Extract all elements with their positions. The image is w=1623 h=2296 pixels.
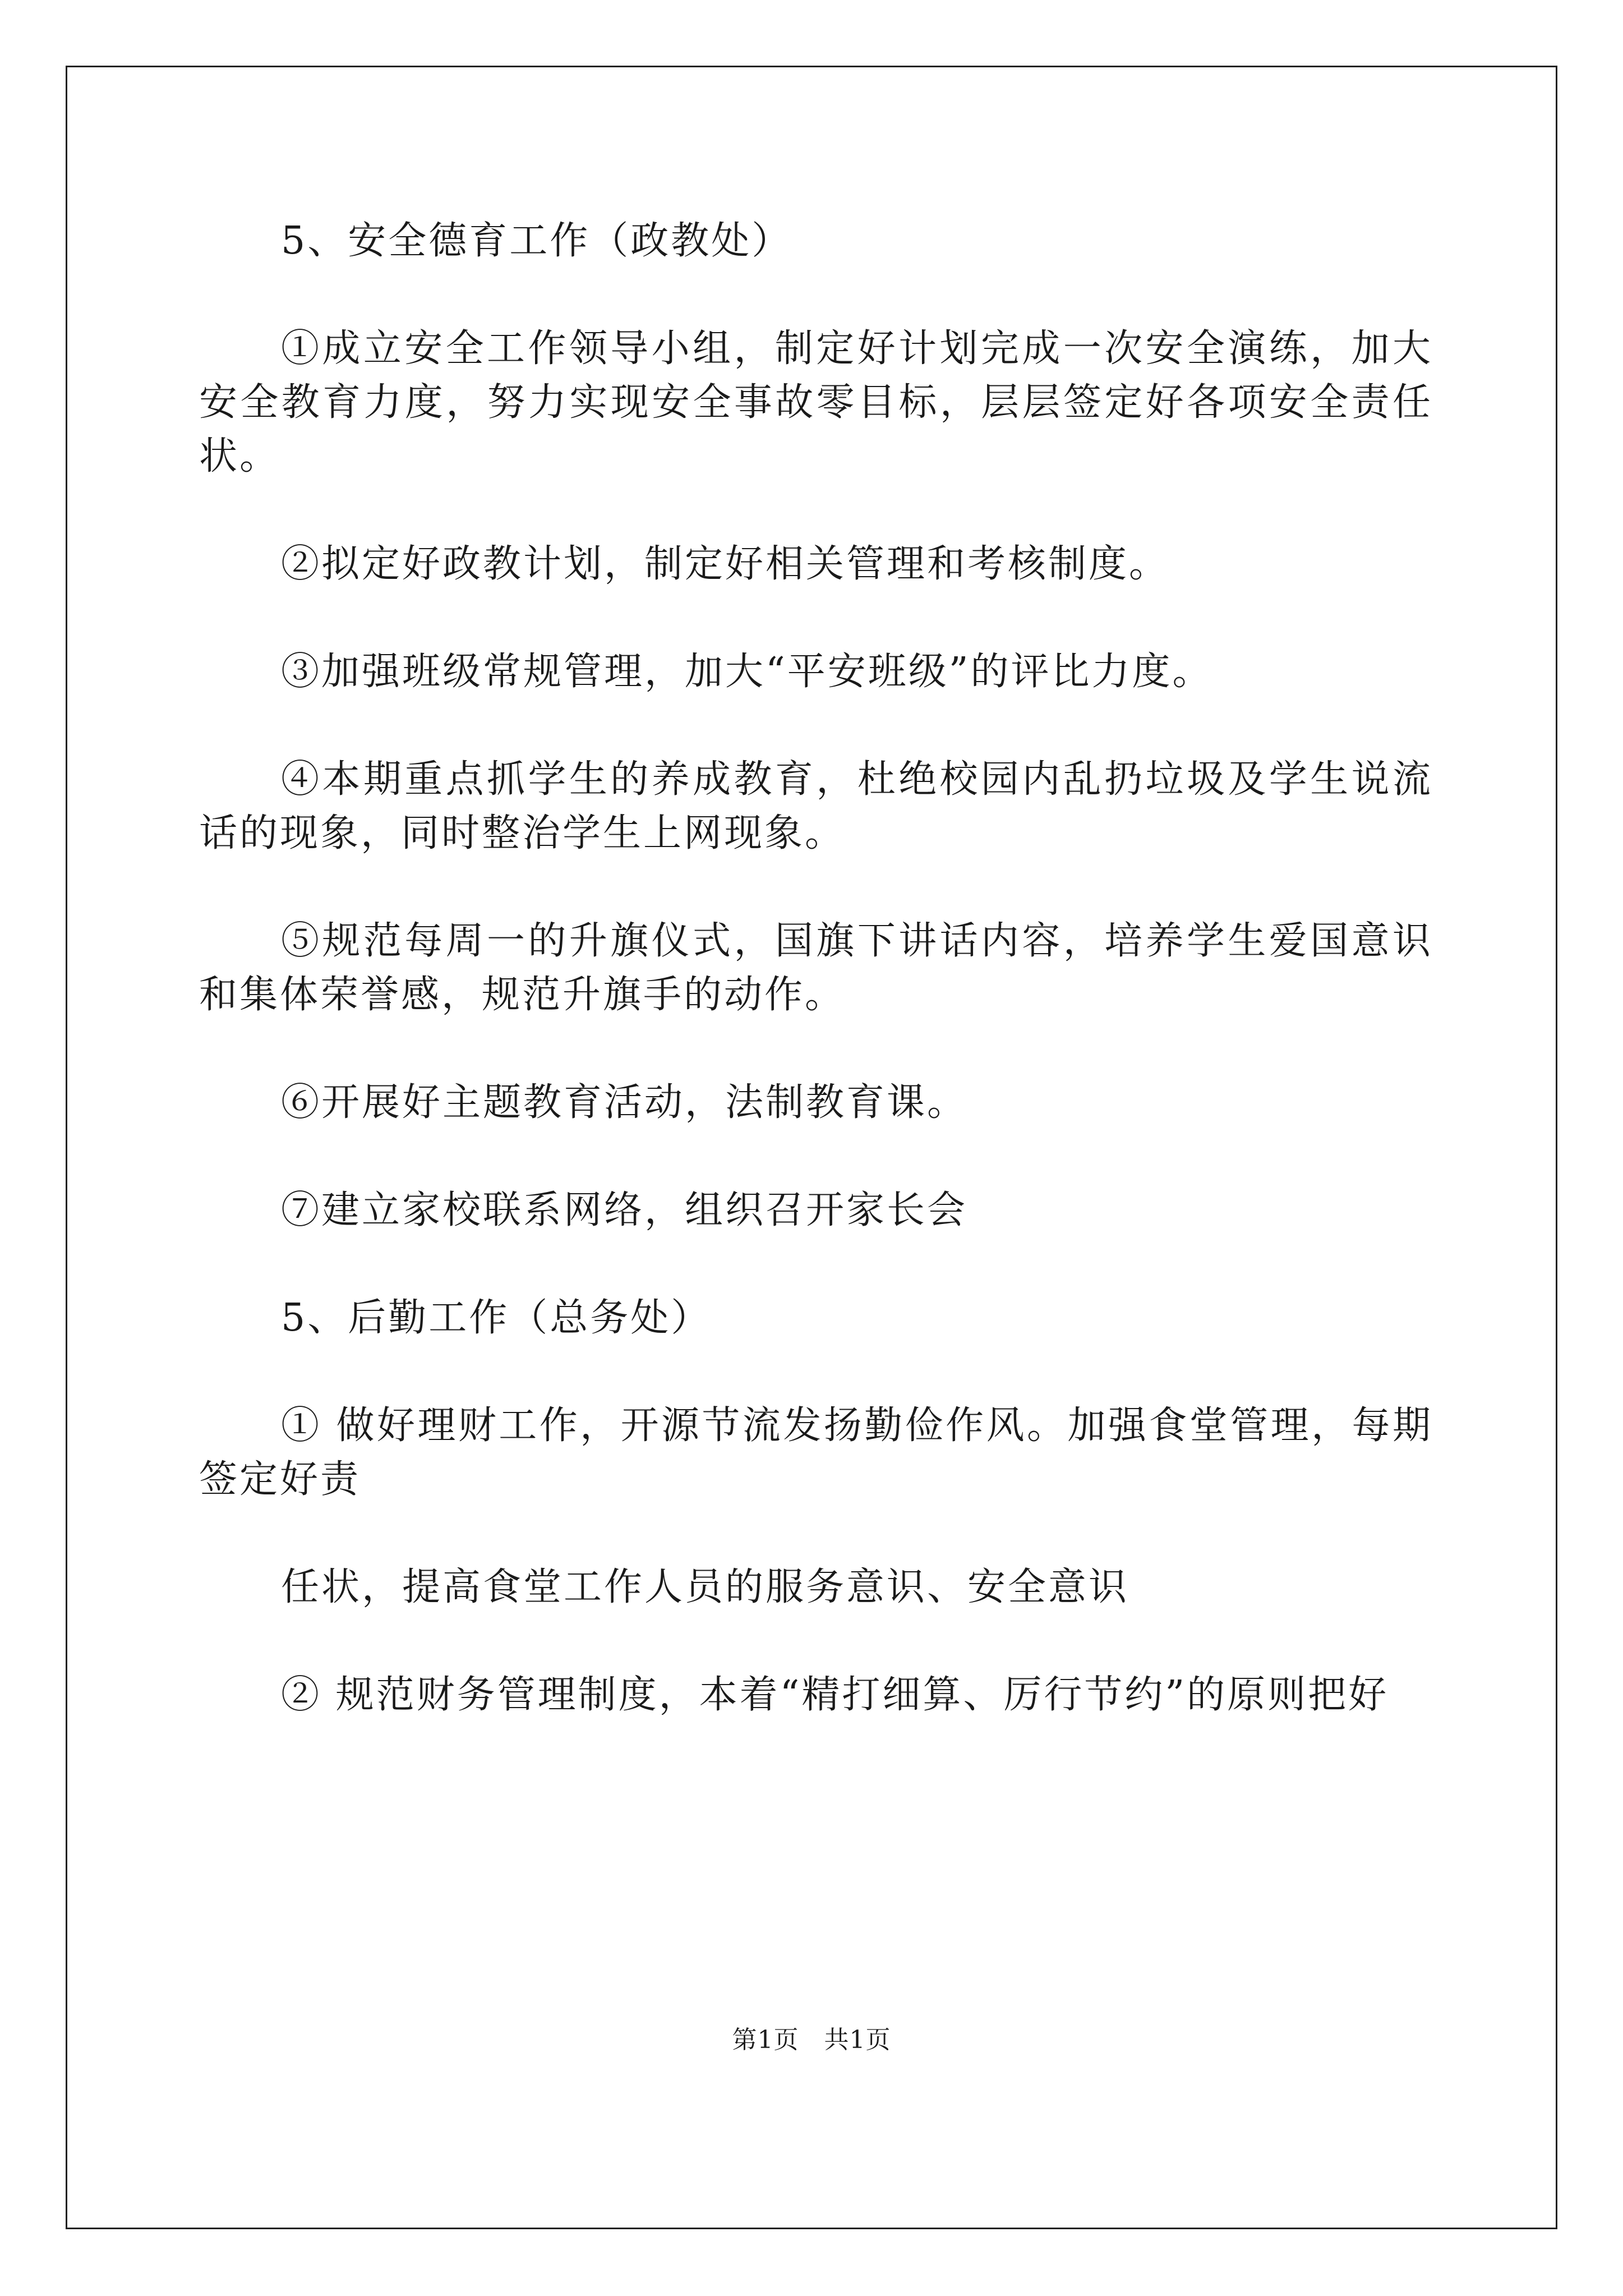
paragraph-item: ③加强班级常规管理，加大“平安班级”的评比力度。 — [281, 650, 1213, 694]
paragraph-item: 任状，提高食堂工作人员的服务意识、安全意识 — [281, 1565, 1129, 1609]
paragraph-gap — [199, 484, 1433, 537]
paragraph-gap — [199, 1614, 1433, 1668]
paragraph-gap — [199, 1022, 1433, 1076]
paragraph-item: ① 做好理财工作，开源节流发扬勤俭作风。加强食堂管理，每期签定好责 — [199, 1404, 1433, 1502]
paragraph-gap — [199, 591, 1433, 645]
paragraph-item: ②拟定好政教计划，制定好相关管理和考核制度。 — [281, 542, 1170, 586]
paragraph-gap — [199, 268, 1433, 322]
page-number-footer: 第1页 共1页 — [732, 2026, 891, 2054]
paragraph-item: ⑦建立家校联系网络，组织召开家长会 — [281, 1188, 968, 1232]
paragraph-heading-logistics: 5、后勤工作（总务处） — [281, 1296, 712, 1340]
paragraph-gap — [199, 699, 1433, 753]
paragraph-item: ② 规范财务管理制度，本着“精打细算、厉行节约”的原则把好 — [281, 1673, 1389, 1717]
paragraph-gap — [199, 861, 1433, 914]
paragraph-gap — [199, 1507, 1433, 1561]
paragraph-gap — [199, 1130, 1433, 1184]
document-body — [199, 214, 1433, 1722]
paragraph-item: ⑤规范每周一的升旗仪式，国旗下讲话内容，培养学生爱国意识和集体荣誉感，规范升旗手的动作。 — [199, 919, 1433, 1017]
paragraph-item: ⑥开展好主题教育活动，法制教育课。 — [281, 1080, 968, 1125]
paragraph-gap — [199, 1345, 1433, 1399]
paragraph-item: ①成立安全工作领导小组，制定好计划完成一次安全演练，加大安全教育力度，努力实现安全事故零目标，层层签定好各项安全责任状。 — [199, 326, 1433, 478]
paragraph-heading-safety: 5、安全德育工作（政教处） — [281, 219, 792, 263]
paragraph-item: ④本期重点抓学生的养成教育，杜绝校园内乱扔垃圾及学生说流话的现象，同时整治学生上网现象。 — [199, 757, 1433, 855]
paragraph-gap — [199, 1237, 1433, 1291]
